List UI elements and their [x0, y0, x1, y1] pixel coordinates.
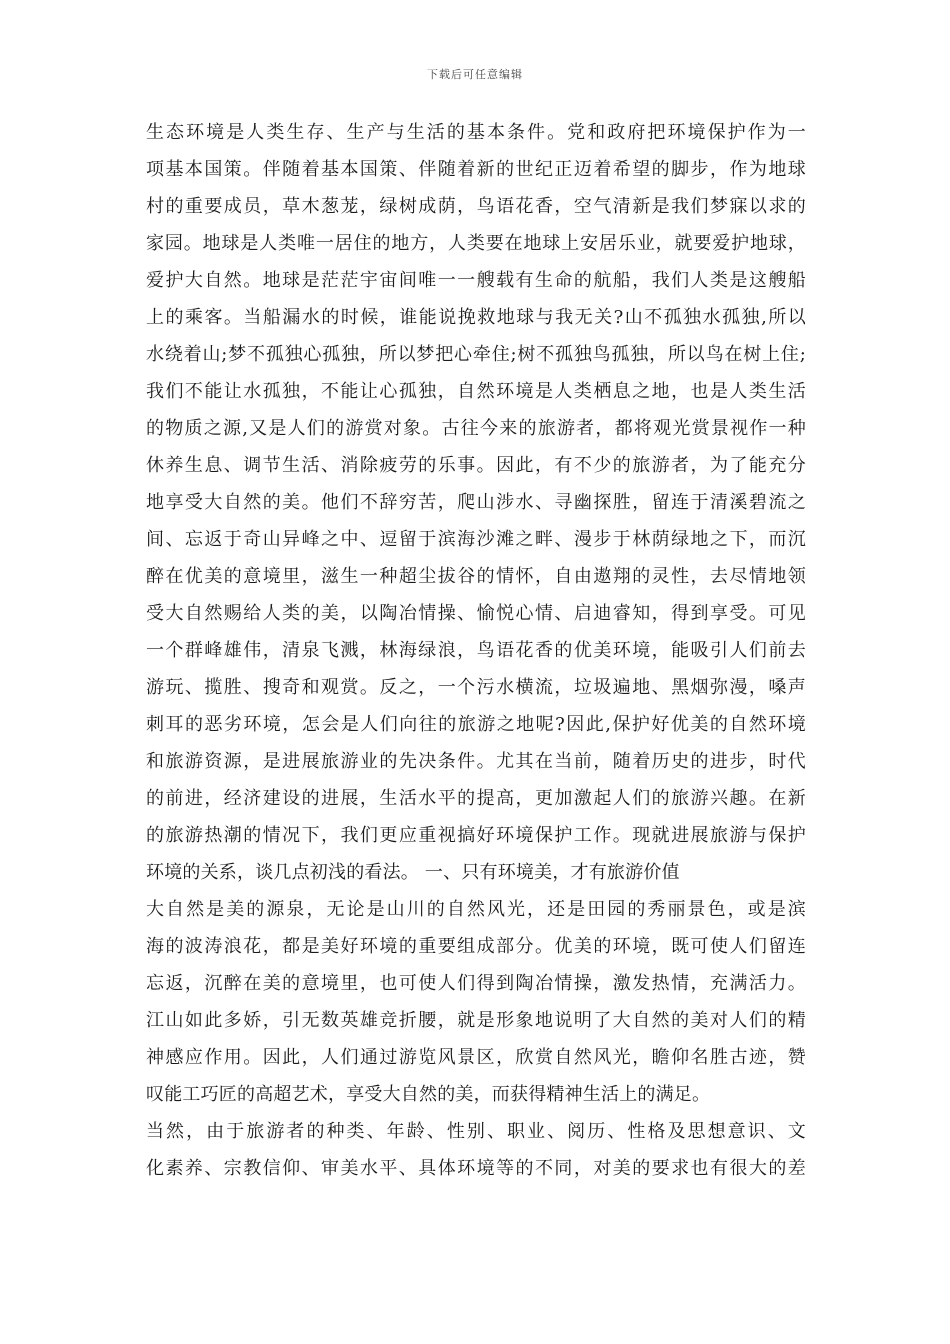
text-line: 上的乘客。当船漏水的时候，谁能说挽救地球与我无关?山不孤独水孤独,所以: [146, 307, 806, 328]
text-line: 当然，由于旅游者的种类、年龄、性别、职业、阅历、性格及思想意识、文: [146, 1121, 806, 1142]
text-line: 化素养、宗教信仰、审美水平、具体环境等的不同，对美的要求也有很大的差: [146, 1158, 806, 1179]
document-body: [146, 114, 806, 1187]
text-line: 醉在优美的意境里，滋生一种超尘拔谷的情怀，自由遨翔的灵性，去尽情地领: [146, 566, 806, 587]
text-line: 间、忘返于奇山异峰之中、逗留于滨海沙滩之畔、漫步于林荫绿地之下，而沉: [146, 529, 806, 550]
page-header: 下载后可任意编辑: [427, 68, 523, 81]
text-line: 的旅游热潮的情况下，我们更应重视搞好环境保护工作。现就进展旅游与保护: [146, 825, 806, 846]
text-line: 项基本国策。伴随着基本国策、伴随着新的世纪正迈着希望的脚步，作为地球: [146, 159, 806, 180]
text-line: 游玩、揽胜、搜奇和观赏。反之，一个污水横流，垃圾遍地、黑烟弥漫，嗓声: [146, 677, 806, 698]
text-line: 一个群峰雄伟，清泉飞溅，林海绿浪，鸟语花香的优美环境，能吸引人们前去: [146, 640, 806, 661]
text-line: 叹能工巧匠的高超艺术，享受大自然的美，而获得精神生活上的满足。: [146, 1084, 711, 1105]
paragraph: [146, 891, 806, 1113]
text-line: 神感应作用。因此，人们通过游览风景区，欣赏自然风光，瞻仰名胜古迹，赞: [146, 1047, 806, 1068]
text-line: 爱护大自然。地球是茫茫宇宙间唯一一艘载有生命的航船，我们人类是这艘船: [146, 270, 806, 291]
text-line: 的前进，经济建设的进展，生活水平的提高，更加激起人们的旅游兴趣。在新: [146, 788, 806, 809]
text-line: 海的波涛浪花，都是美好环境的重要组成部分。优美的环境，既可使人们留连: [146, 936, 806, 957]
text-line: 村的重要成员，草木葱茏，绿树成荫，鸟语花香，空气清新是我们梦寐以求的: [146, 196, 806, 217]
text-line: 我们不能让水孤独，不能让心孤独，自然环境是人类栖息之地，也是人类生活: [146, 381, 806, 402]
text-line: 忘返，沉醉在美的意境里，也可使人们得到陶冶情操，激发热情，充满活力。: [146, 973, 806, 994]
text-line: 江山如此多娇，引无数英雄竞折腰，就是形象地说明了大自然的美对人们的精: [146, 1010, 806, 1031]
text-line: 和旅游资源，是进展旅游业的先决条件。尤其在当前，随着历史的进步，时代: [146, 751, 806, 772]
text-line: 家园。地球是人类唯一居住的地方，人类要在地球上安居乐业，就要爱护地球，: [146, 233, 806, 254]
paragraph: [146, 1113, 806, 1187]
text-line: 环境的关系，谈几点初浅的看法。 一、只有环境美，才有旅游价值: [146, 862, 680, 883]
text-line: 生态环境是人类生存、生产与生活的基本条件。党和政府把环境保护作为一: [146, 122, 806, 143]
text-line: 受大自然赐给人类的美，以陶冶情操、愉悦心情、启迪睿知，得到享受。可见: [146, 603, 806, 624]
text-line: 水绕着山;梦不孤独心孤独，所以梦把心牵住;树不孤独鸟孤独，所以鸟在树上住;: [146, 344, 806, 365]
text-line: 的物质之源,又是人们的游赏对象。古往今来的旅游者，都将观光赏景视作一种: [146, 418, 806, 439]
text-line: 地享受大自然的美。他们不辞穷苦，爬山涉水、寻幽探胜，留连于清溪碧流之: [146, 492, 806, 513]
text-line: 休养生息、调节生活、消除疲劳的乐事。因此，有不少的旅游者，为了能充分: [146, 455, 806, 476]
text-line: 大自然是美的源泉，无论是山川的自然风光，还是田园的秀丽景色，或是滨: [146, 899, 806, 920]
paragraph: [146, 114, 806, 891]
text-line: 刺耳的恶劣环境，怎会是人们向往的旅游之地呢?因此,保护好优美的自然环境: [146, 714, 806, 735]
